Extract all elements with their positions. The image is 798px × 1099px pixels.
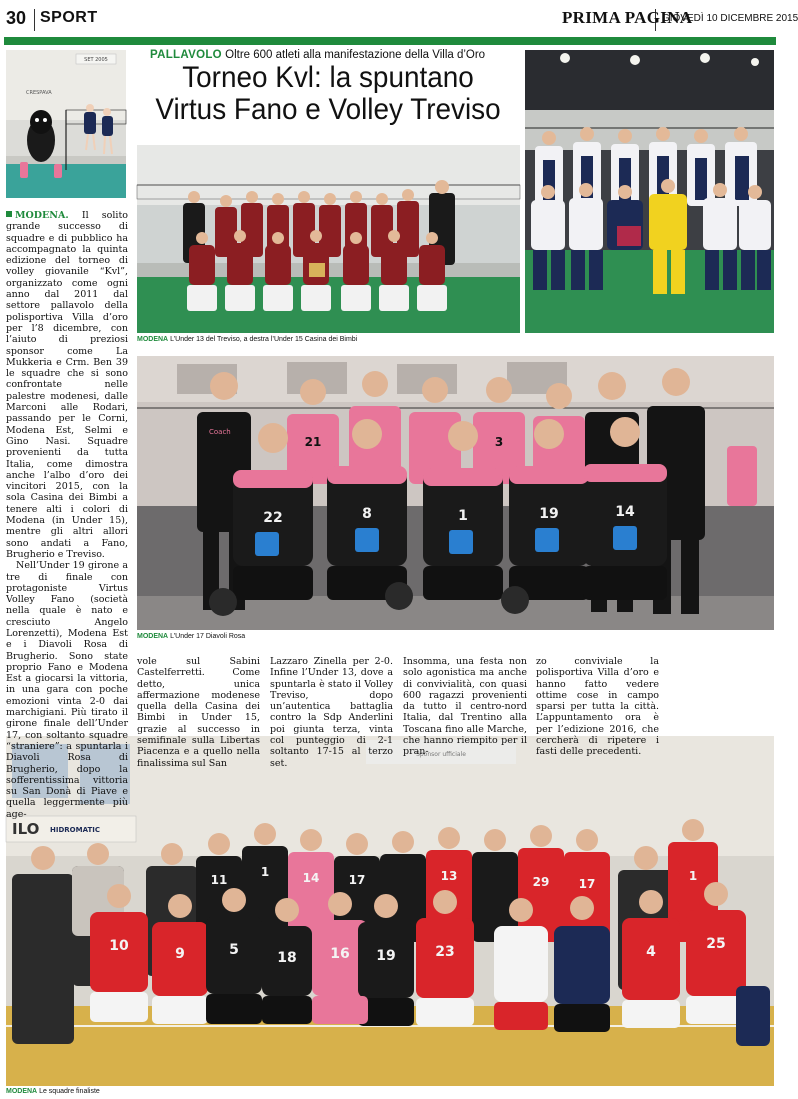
article-column-4: [403, 656, 527, 758]
caption-place: MODENA: [137, 633, 169, 640]
jersey-number: 13: [440, 869, 458, 883]
wall-sign: HIDROMATIC: [50, 826, 100, 834]
headline-line-1: Torneo Kvl: la spuntano: [182, 61, 474, 94]
photo-under15-casina-dei-bimbi: [525, 50, 774, 333]
photo-under13-treviso: [137, 145, 520, 333]
jersey-number: 19: [539, 506, 559, 522]
article-column-5: [536, 656, 659, 758]
jersey-number: 4: [646, 944, 656, 960]
photo-under17-diavoli-rosa: [137, 356, 774, 630]
dateline-square: [6, 211, 12, 217]
article-paragraph: Nell’Under 19 girone a tre di finale con protagoniste Virtus Volley Fano (società nella quale è nato e cresciuto Angelo Lorenzetti), Modena Est e i Diavoli Rosa di Brugherio. Sono state proprio Fano e Modena Est a giocarsi la vittoria, in una gara con poche emozioni vinta 2-0 dai marchigiani. Più tirato il girone finale dell’Under 17, con soltanto squadre “straniere”: a spuntarla i Diavoli Rosa di Brugherio, dopo la sofferentissima vittoria su San Donà di Piave e quella leggermente più age-: [6, 560, 128, 820]
article-paragraph: Insomma, una festa non solo agonistica ma anche di convivialità, con quasi 600 ragazzi provenienti da tutto il centro-nord Italia, dal Trentino alla Toscana fino alle Marche, che hanno riempito per il pran-: [403, 656, 527, 758]
hall-sign: Sponsor ufficiale: [416, 751, 466, 758]
article-paragraph: zo conviviale la polisportiva Villa d’oro e hanno fatto vedere ottime cose in campo sparsi per tutta la città. L’appuntamento ora è per l’edizione 2016, che cercherà di ripetere i fasti delle precedenti.: [536, 656, 659, 758]
paragraph-text: Il solito grande successo di squadre e di pubblico ha accompagnato la quinta edizione del torneo di volley giovanile “Kvl”, organizzato come ogni anno dal 2011 dal settore pallavolo della polisportiva Villa d’oro per l’8 dicembre, con l’aiuto di preziosi sponsor come La Mukkeria e Crm. Ben 39 le squadre che si sono confrontate nelle palestre modenesi, dalle Marconi alle Rodari, passando per le Corni, Modena Est, Selmi e Gino Nasi. Squadre provenienti da tutta Italia, come dimostra anche l’albo d’oro dei vincitori 2015, con la sola Casina dei Bimbi a tenere alti i colori di Modena (in Under 15), mentre gli altri allori sono andati a Fano, Brugherio e Treviso.: [6, 210, 128, 560]
article-paragraph: Lazzaro Zinella per 2-0. Infine l’Under 13, dove a spuntarla è stato il Volley Treviso, dopo un’autentica battaglia contro la Sdp Anderlini poi giunta terza, vinta col punteggio di 2-1 soltanto 17-15 al terzo set.: [270, 656, 393, 769]
jersey-number: 14: [615, 504, 635, 520]
article-paragraph: [6, 210, 128, 560]
article-column-2: [137, 656, 260, 769]
header-divider: [34, 9, 35, 31]
jersey-number: 14: [302, 871, 320, 885]
jersey-number: 19: [376, 948, 396, 964]
jersey-number: 3: [494, 435, 504, 449]
jersey-number: 17: [348, 873, 366, 887]
banner-text: SET 2005: [84, 57, 108, 63]
jersey-number: 29: [532, 875, 550, 889]
page-number: 30: [6, 8, 27, 28]
jersey-number: 21: [304, 435, 322, 449]
caption-text: L’Under 17 Diavoli Rosa: [170, 633, 246, 640]
jersey-number: 16: [330, 946, 350, 962]
caption-text: L’Under 13 del Treviso, a destra l’Under 15 Casina dei Bimbi: [170, 336, 358, 343]
wall-sign: ILO: [12, 820, 40, 838]
jersey-number: 1: [458, 508, 468, 524]
coach-tag: Coach: [209, 428, 231, 436]
headline-line-2: Virtus Fano e Volley Treviso: [155, 93, 501, 126]
jersey-number: 18: [277, 950, 297, 966]
jersey-number: 22: [263, 510, 283, 526]
article-column-1: [6, 210, 128, 820]
jersey-number: 9: [175, 946, 185, 962]
caption-photo-4: [6, 1088, 100, 1095]
caption-place: MODENA: [6, 1088, 38, 1095]
photo-match-action: [6, 50, 126, 198]
caption-photo-2: [137, 336, 357, 343]
section-title: SPORT: [40, 9, 98, 26]
header-rule: [4, 37, 776, 45]
headline: [149, 62, 506, 126]
kicker: [150, 49, 485, 61]
jersey-number: 5: [229, 942, 239, 958]
caption-place: MODENA: [137, 336, 169, 343]
article-paragraph: vole sul Sabini Castelferretti. Come detto, unica affermazione modenese quella della Casina dei Bimbi in Under 15, grazie al successo in semifinale sulla Libertas Piacenza e a quello nella finalissima sul San: [137, 656, 260, 769]
jersey-number: 25: [706, 936, 726, 952]
dateline: MODENA.: [15, 210, 69, 221]
jersey-number: 17: [578, 877, 596, 891]
jersey-number: 11: [210, 873, 228, 887]
jersey-number: 10: [109, 938, 129, 954]
jersey-number: 8: [362, 506, 372, 522]
caption-photo-3: [137, 633, 245, 640]
jersey-number: 1: [688, 869, 698, 883]
masthead: PRIMA PAGINA: [562, 8, 693, 27]
issue-date: GIOVEDÌ 10 DICEMBRE 2015: [662, 13, 798, 24]
jersey-number: 23: [435, 944, 455, 960]
caption-text: Le squadre finaliste: [39, 1088, 100, 1095]
page-header: [0, 0, 798, 40]
kicker-label: PALLAVOLO: [150, 49, 222, 61]
kicker-text: Oltre 600 atleti alla manifestazione della Villa d’Oro: [225, 49, 486, 61]
article-column-3: [270, 656, 393, 769]
jersey-number: 1: [260, 865, 270, 879]
court-tag: CRESPAVA: [26, 90, 52, 96]
